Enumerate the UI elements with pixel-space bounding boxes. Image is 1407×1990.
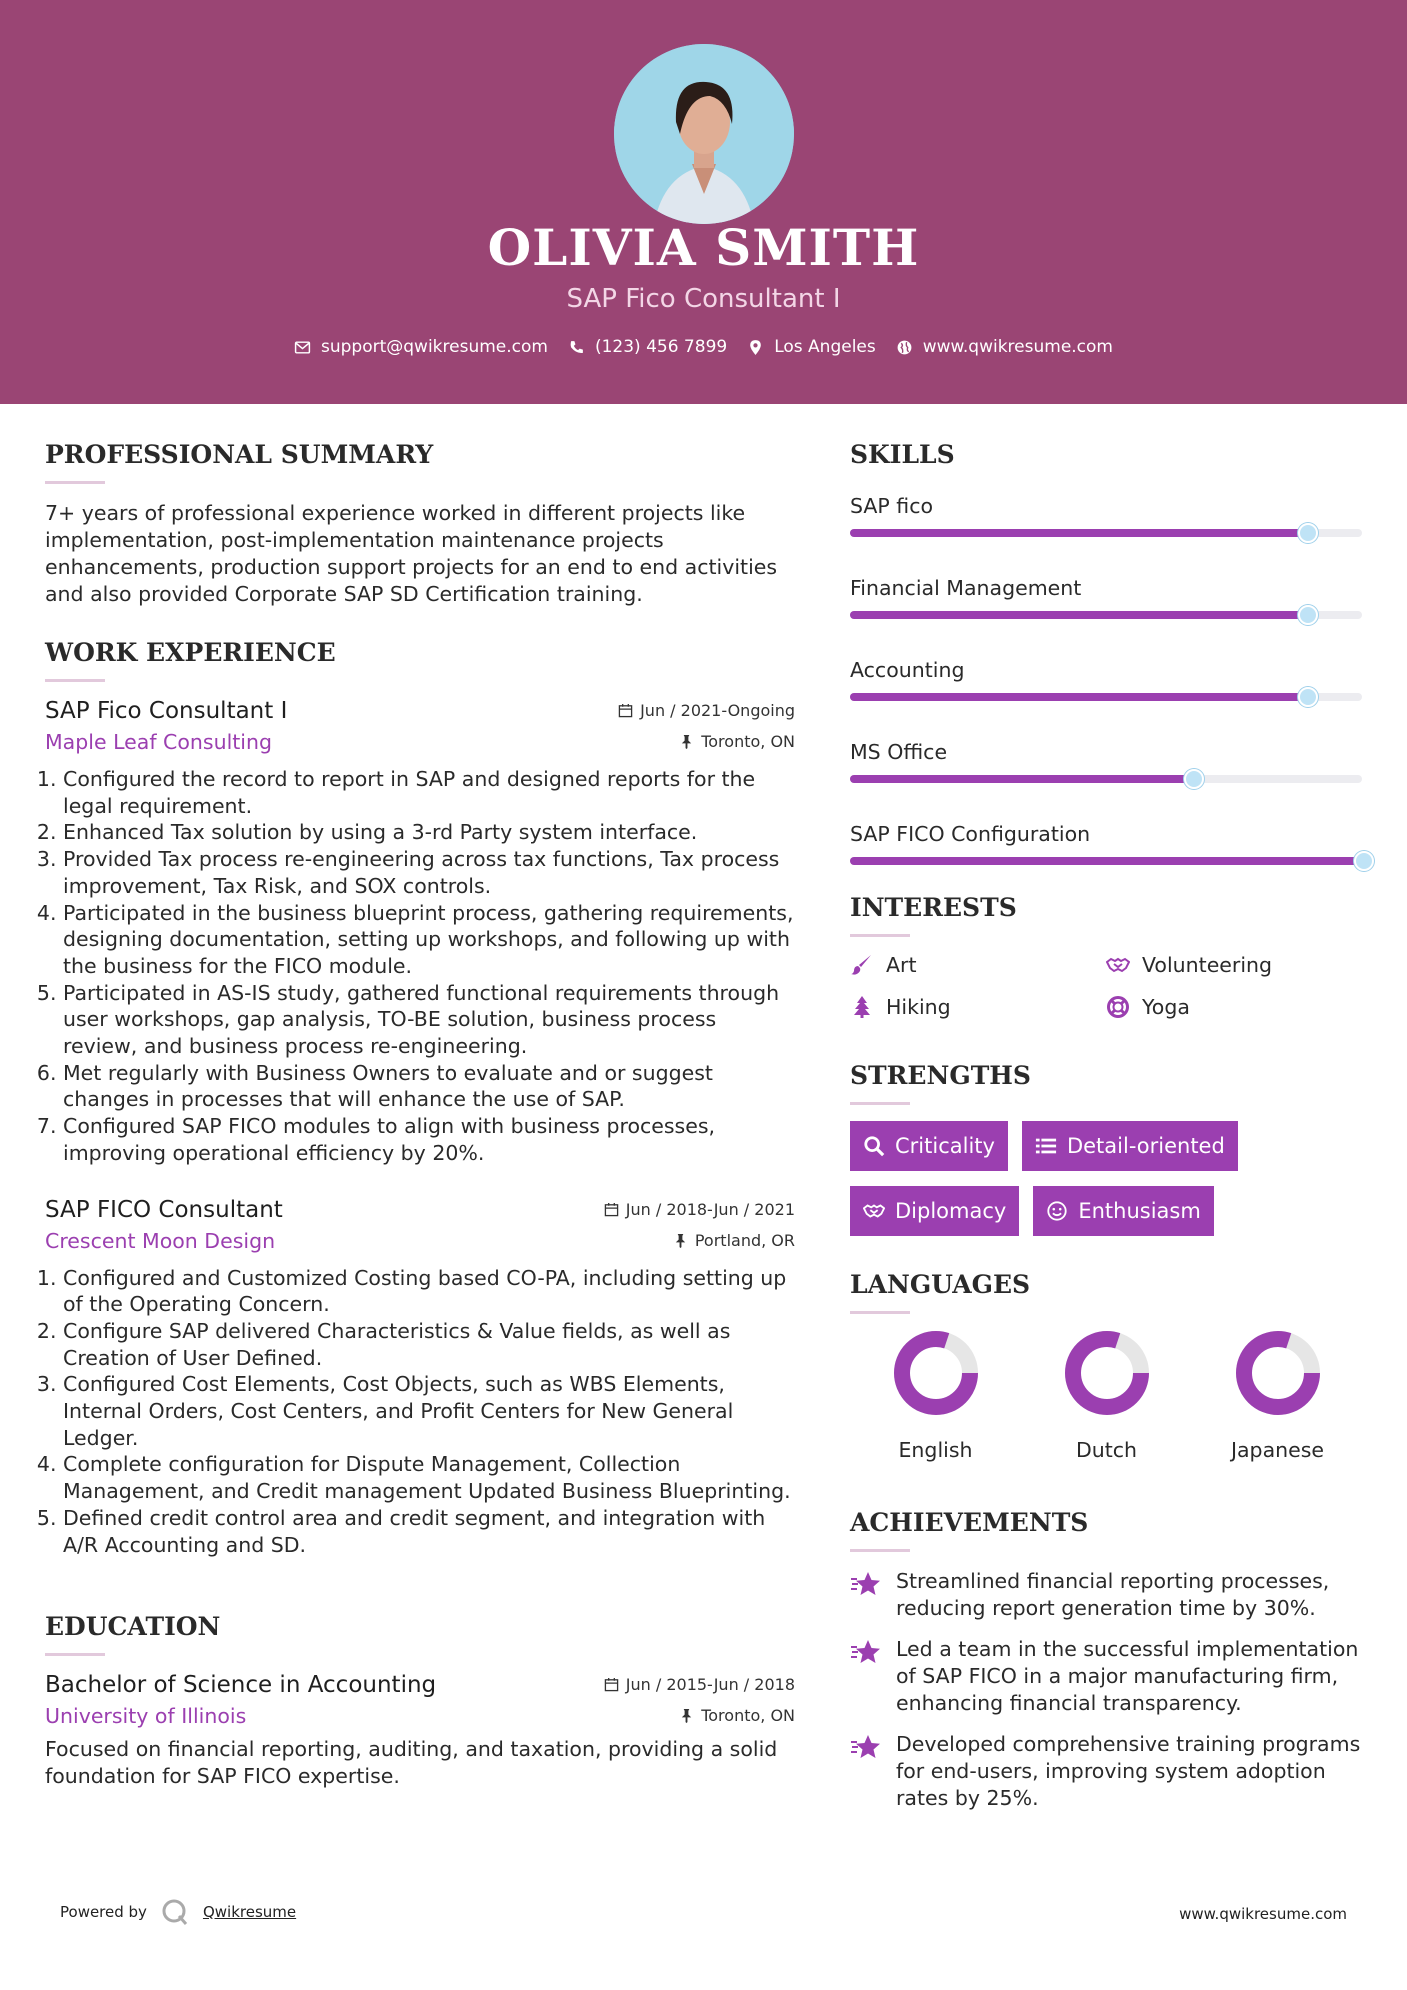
language-name: Japanese: [1230, 1438, 1325, 1462]
powered-by-label: Powered by: [60, 1903, 147, 1921]
skill-bar-knob: [1354, 851, 1374, 871]
achievement-item: [850, 1568, 1365, 1622]
pushpin-icon: [679, 734, 694, 749]
skill-bar-fill: [850, 611, 1306, 619]
achievement-text: Led a team in the successful implementation of SAP FICO in a major manufacturing firm, enhancing financial transparency.: [896, 1637, 1359, 1715]
language-item: [850, 1330, 1021, 1462]
skill-item: [850, 491, 1365, 537]
interests-heading: INTERESTS: [850, 893, 1017, 922]
interest-item: [1106, 953, 1362, 977]
skill-bar-fill: [850, 775, 1192, 783]
skill-name: SAP fico: [850, 494, 934, 518]
section-divider: [45, 679, 105, 682]
star-icon: [850, 1638, 882, 1666]
contact-website[interactable]: [896, 337, 1113, 357]
footer-website[interactable]: www.qwikresume.com: [1179, 1905, 1347, 1923]
section-divider: [850, 934, 910, 937]
section-divider: [850, 1311, 910, 1314]
location-text: Los Angeles: [774, 337, 876, 357]
job-location-text: Portland, OR: [694, 1230, 795, 1250]
skill-bar: [850, 857, 1362, 865]
star-icon: [850, 1733, 882, 1761]
interest-label: Art: [886, 953, 917, 977]
contact-location: [747, 337, 876, 357]
skill-bar: [850, 693, 1362, 701]
paintbrush-icon: [850, 953, 874, 977]
phone-icon: [568, 339, 585, 356]
interest-label: Yoga: [1142, 995, 1190, 1019]
right-column: [850, 440, 1365, 1826]
job-location: [673, 1231, 795, 1250]
skill-bar-fill: [850, 693, 1306, 701]
strength-label: Criticality: [895, 1134, 995, 1158]
contact-bar: [0, 337, 1407, 357]
language-name: Dutch: [1075, 1438, 1138, 1462]
achievements-list: [850, 1568, 1365, 1812]
section-divider: [850, 1549, 910, 1552]
section-divider: [45, 481, 105, 484]
list-item: 1. Configured and Customized Costing based CO-PA, including setting up of the Operating Concern.: [63, 1265, 795, 1318]
list-icon: [1035, 1135, 1057, 1157]
achievement-item: [850, 1731, 1365, 1812]
tree-icon: [850, 995, 874, 1019]
list-item: 4. Participated in the business blueprint process, gathering requirements, designing documentation, setting up workshops, and following up with the business for the FICO module.: [63, 900, 795, 980]
pushpin-icon: [679, 1708, 694, 1723]
skill-bar-knob: [1298, 523, 1318, 543]
interest-item: [850, 953, 1106, 977]
job-date: [618, 701, 795, 720]
skill-name: MS Office: [850, 740, 948, 764]
section-divider: [45, 1653, 105, 1656]
skill-bar: [850, 775, 1362, 783]
list-item: 3. Provided Tax process re-engineering across tax functions, Tax process improvement, Tax Risk, and SOX controls.: [63, 846, 795, 899]
contact-email[interactable]: [294, 337, 548, 357]
strengths-heading: STRENGTHS: [850, 1061, 1031, 1090]
strengths-list: [850, 1121, 1370, 1236]
education-date-text: Jun / 2015-Jun / 2018: [625, 1675, 795, 1695]
skill-item: [850, 655, 1365, 701]
interest-label: Volunteering: [1142, 953, 1273, 977]
language-level-ring: [1235, 1330, 1321, 1416]
skill-name: SAP FICO Configuration: [850, 822, 1091, 846]
language-item: [1192, 1330, 1363, 1462]
list-item: 2. Configure SAP delivered Characteristics & Value fields, as well as Creation of User Defined.: [63, 1318, 795, 1371]
handshake-icon: [1106, 953, 1130, 977]
job-title: SAP FICO Consultant: [45, 1196, 283, 1223]
skill-item: [850, 573, 1365, 619]
job-location-text: Toronto, ON: [701, 732, 795, 751]
languages-list: [850, 1330, 1365, 1462]
education-description: Focused on financial reporting, auditing, and taxation, providing a solid foundation for SAP FICO expertise.: [45, 1737, 778, 1789]
brand-link[interactable]: Qwikresume: [202, 1903, 297, 1921]
education-date: [604, 1675, 795, 1694]
duty-list: [45, 766, 795, 1167]
list-item: 1. Configured the record to report in SAP and designed reports for the legal requirement.: [63, 766, 795, 819]
strength-chip: [1033, 1186, 1213, 1236]
envelope-icon: [294, 339, 311, 356]
search-icon: [863, 1135, 885, 1157]
skill-bar-knob: [1184, 769, 1204, 789]
education-location: [679, 1706, 795, 1725]
summary-heading: PROFESSIONAL SUMMARY: [45, 440, 434, 469]
lifering-icon: [1106, 995, 1130, 1019]
star-icon: [850, 1570, 882, 1598]
strength-chip: [850, 1186, 1019, 1236]
skill-name: Accounting: [850, 658, 965, 682]
globe-icon: [896, 339, 913, 356]
language-level-ring: [1064, 1330, 1150, 1416]
calendar-icon: [604, 1202, 619, 1217]
languages-heading: LANGUAGES: [850, 1270, 1031, 1299]
map-pin-icon: [747, 339, 764, 356]
degree-title: Bachelor of Science in Accounting: [45, 1672, 437, 1699]
job-company: Maple Leaf Consulting: [45, 730, 273, 754]
language-item: [1021, 1330, 1192, 1462]
pushpin-icon: [673, 1233, 688, 1248]
list-item: 6. Met regularly with Business Owners to evaluate and or suggest changes in processes that will enhance the use of SAP.: [63, 1060, 795, 1113]
footer-powered-by: [60, 1898, 296, 1926]
strength-chip: [850, 1121, 1008, 1171]
strength-label: Enthusiasm: [1078, 1199, 1201, 1223]
achievement-text: Streamlined financial reporting processes, reducing report generation time by 30%.: [896, 1569, 1330, 1620]
list-item: 5. Participated in AS-IS study, gathered functional requirements through user workshops, gap analysis, TO-BE solution, business process review, and business process re-engineering.: [63, 980, 795, 1060]
email-text: support@qwikresume.com: [321, 337, 548, 357]
website-text: www.qwikresume.com: [922, 337, 1113, 357]
list-item: 4. Complete configuration for Dispute Management, Collection Management, and Credit management Updated Business Blueprinting.: [63, 1451, 795, 1504]
interest-item: [850, 995, 1106, 1019]
calendar-icon: [604, 1677, 619, 1692]
handshake-icon: [863, 1200, 885, 1222]
interest-item: [1106, 995, 1362, 1019]
experience-heading: WORK EXPERIENCE: [45, 638, 336, 667]
candidate-name: OLIVIA SMITH: [487, 218, 920, 277]
calendar-icon: [618, 703, 633, 718]
job-title: SAP Fico Consultant I: [45, 698, 288, 724]
avatar: [614, 44, 794, 224]
job-date: [604, 1200, 795, 1219]
education-location-text: Toronto, ON: [701, 1706, 795, 1726]
skills-list: [850, 491, 1365, 865]
profile-photo: [614, 44, 794, 224]
job-entry: [45, 698, 795, 1167]
duty-list: [45, 1265, 795, 1559]
list-item: 2. Enhanced Tax solution by using a 3-rd Party system interface.: [63, 819, 795, 846]
qwikresume-logo-icon: [161, 1898, 189, 1926]
smile-icon: [1046, 1200, 1068, 1222]
skill-item: [850, 737, 1365, 783]
language-level-ring: [893, 1330, 979, 1416]
skill-bar: [850, 529, 1362, 537]
skill-bar-fill: [850, 529, 1306, 537]
candidate-title: SAP Fico Consultant I: [566, 284, 841, 314]
list-item: 5. Defined credit control area and credit segment, and integration with A/R Accounting and SD.: [63, 1505, 795, 1558]
contact-phone[interactable]: [568, 337, 727, 357]
list-item: 7. Configured SAP FICO modules to align with business processes, improving operational efficiency by 20%.: [63, 1113, 795, 1166]
skill-item: [850, 819, 1365, 865]
school-name: University of Illinois: [45, 1704, 247, 1729]
resume-header: [0, 0, 1407, 404]
left-column: [45, 440, 795, 1790]
job-date-text: Jun / 2018-Jun / 2021: [625, 1199, 795, 1219]
phone-text: (123) 456 7899: [594, 337, 728, 357]
job-company: Crescent Moon Design: [45, 1228, 276, 1253]
summary-text: 7+ years of professional experience worked in different projects like implementation, post-implementation maintenance projects enhancements, production support projects for an end to end activities and also provided Corporate SAP SD Certification training.: [45, 501, 778, 606]
interest-label: Hiking: [886, 995, 951, 1019]
achievement-item: [850, 1636, 1365, 1717]
skill-bar: [850, 611, 1362, 619]
section-divider: [850, 1102, 910, 1105]
strength-chip: [1022, 1121, 1238, 1171]
job-location: [679, 732, 795, 751]
job-entry: [45, 1197, 795, 1559]
education-heading: EDUCATION: [45, 1612, 221, 1642]
interests-grid: [850, 953, 1365, 1019]
list-item: 3. Configured Cost Elements, Cost Objects, such as WBS Elements, Internal Orders, Cost Centers, and Profit Centers for New General Ledger.: [63, 1371, 795, 1451]
strength-label: Diplomacy: [895, 1199, 1007, 1223]
skill-bar-knob: [1298, 605, 1318, 625]
job-date-text: Jun / 2021-Ongoing: [640, 701, 795, 720]
skill-bar-fill: [850, 857, 1362, 865]
skill-name: Financial Management: [850, 576, 1082, 600]
education-entry: [45, 1672, 795, 1790]
language-name: English: [898, 1438, 973, 1462]
skills-heading: SKILLS: [850, 440, 955, 469]
strength-label: Detail-oriented: [1066, 1134, 1225, 1158]
skill-bar-knob: [1298, 687, 1318, 707]
achievement-text: Developed comprehensive training programs for end-users, improving system adoption rates by 25%.: [896, 1732, 1361, 1810]
achievements-heading: ACHIEVEMENTS: [850, 1508, 1089, 1537]
